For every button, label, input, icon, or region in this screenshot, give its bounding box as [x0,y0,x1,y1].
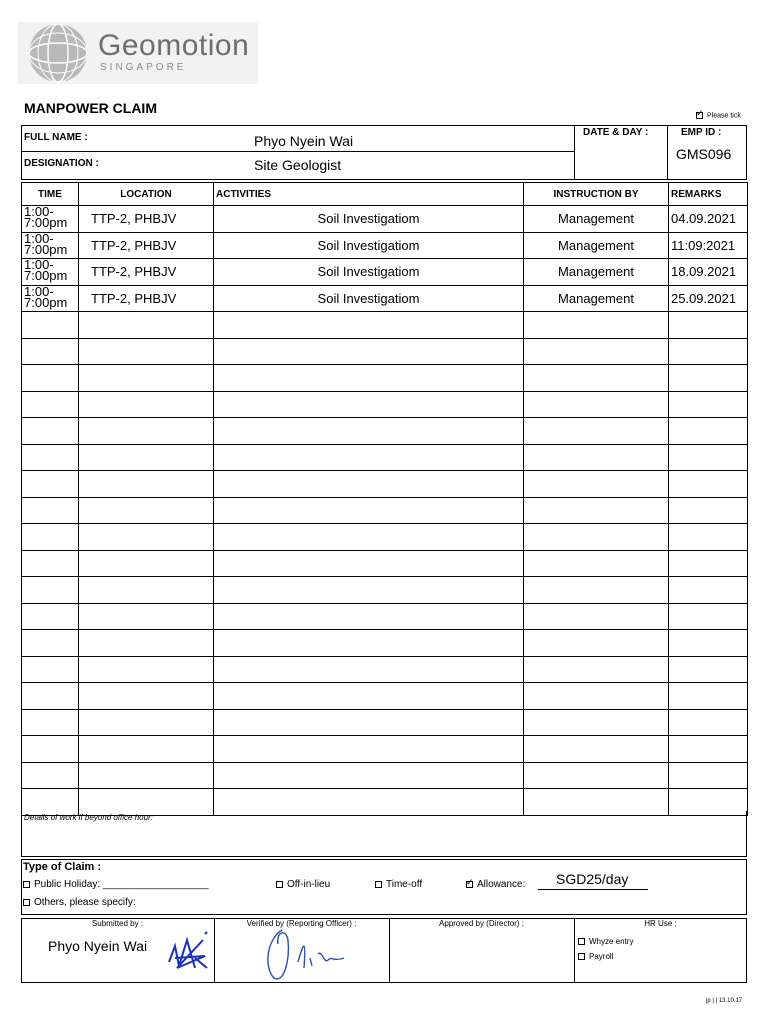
cell-remarks[interactable] [669,391,748,418]
officer-signature-icon [262,920,352,982]
submitter-signature-icon [165,928,215,974]
cell-instruction[interactable] [524,418,669,445]
cell-activity[interactable] [214,312,524,339]
cell-remarks[interactable] [669,418,748,445]
public-holiday-option[interactable]: Public Holiday: ___________________ [23,879,209,890]
cell-remarks[interactable] [669,550,748,577]
table-row [22,365,748,392]
cell-location[interactable] [79,418,214,445]
cell-instruction[interactable]: Management [524,232,669,259]
emp-id-value[interactable]: GMS096 [676,146,732,162]
designation-label: DESIGNATION : [24,158,99,169]
cell-activity[interactable] [214,471,524,498]
checkbox-icon[interactable] [578,938,585,945]
cell-remarks[interactable] [669,630,748,657]
date-day-label: DATE & DAY : [583,127,649,138]
cell-instruction[interactable] [524,683,669,710]
cell-location[interactable] [79,444,214,471]
table-row [22,312,748,339]
table-row [22,391,748,418]
cell-location[interactable]: TTP-2, PHBJV [79,232,214,259]
cell-remarks[interactable]: 18.09.2021 [669,259,748,286]
cell-remarks[interactable] [669,736,748,763]
cell-instruction[interactable] [524,524,669,551]
cell-time[interactable] [22,736,79,763]
divider [21,151,574,152]
cell-activity[interactable]: Soil Investigatiom [214,232,524,259]
table-row [22,630,748,657]
checked-checkbox-icon[interactable] [466,881,473,888]
cell-activity[interactable]: Soil Investigatiom [214,259,524,286]
cell-instruction[interactable] [524,391,669,418]
claim-table [21,182,748,816]
cell-time[interactable]: 1:00- 7:00pm [22,206,79,233]
cell-activity[interactable] [214,365,524,392]
cell-time[interactable] [22,550,79,577]
cell-time[interactable]: 1:00- 7:00pm [22,259,79,286]
cell-time[interactable] [22,418,79,445]
table-row [22,603,748,630]
cell-location[interactable] [79,365,214,392]
cell-activity[interactable] [214,736,524,763]
cell-activity[interactable] [214,656,524,683]
footer-code: jp | | 13.10.17 [706,998,743,1004]
allowance-option[interactable]: ✓ Allowance: [466,879,525,890]
cell-location[interactable]: TTP-2, PHBJV [79,206,214,233]
table-row [22,259,748,286]
cell-activity[interactable] [214,709,524,736]
cell-activity[interactable] [214,444,524,471]
form-title: MANPOWER CLAIM [24,100,157,116]
cell-time[interactable] [22,656,79,683]
cell-remarks[interactable] [669,603,748,630]
cell-location[interactable] [79,497,214,524]
details-box[interactable] [21,811,747,857]
cell-instruction[interactable] [524,338,669,365]
cell-activity[interactable] [214,524,524,551]
cell-time[interactable]: 1:00- 7:00pm [22,285,79,312]
checkbox-icon[interactable] [276,881,283,888]
cell-location[interactable] [79,762,214,789]
cell-instruction[interactable] [524,709,669,736]
cell-time[interactable] [22,683,79,710]
table-row [22,656,748,683]
divider [574,125,575,180]
cell-activity[interactable] [214,603,524,630]
allowance-underline [538,889,648,890]
cell-instruction[interactable] [524,736,669,763]
allowance-value[interactable]: SGD25/day [556,871,629,887]
cell-time[interactable] [22,577,79,604]
table-row [22,762,748,789]
cell-location[interactable] [79,312,214,339]
submitted-name: Phyo Nyein Wai [48,938,148,954]
cell-activity[interactable] [214,630,524,657]
cell-activity[interactable] [214,683,524,710]
claim-type-label: Type of Claim : [23,861,102,873]
cell-remarks[interactable] [669,497,748,524]
off-in-lieu-option[interactable]: Off-in-lieu [276,879,330,890]
cell-instruction[interactable] [524,577,669,604]
column-header-location: LOCATION [79,183,214,206]
cell-time[interactable] [22,391,79,418]
cell-instruction[interactable] [524,762,669,789]
cell-time[interactable] [22,312,79,339]
approved-by-label: Approved by (Director) : [439,919,524,928]
cell-remarks[interactable] [669,577,748,604]
table-row [22,736,748,763]
table-row [22,232,748,259]
cell-time[interactable] [22,630,79,657]
cell-activity[interactable] [214,550,524,577]
payroll-option[interactable]: Payroll [578,952,613,961]
table-row [22,550,748,577]
cell-remarks[interactable] [669,524,748,551]
cell-instruction[interactable] [524,471,669,498]
cell-time[interactable] [22,603,79,630]
checkbox-icon[interactable] [375,881,382,888]
table-row [22,683,748,710]
table-row [22,338,748,365]
time-off-option[interactable]: Time-off [375,879,422,890]
cell-remarks[interactable] [669,338,748,365]
full-name-value[interactable]: Phyo Nyein Wai [254,133,354,149]
cell-remarks[interactable] [669,312,748,339]
cell-instruction[interactable] [524,444,669,471]
cell-time[interactable]: 1:00- 7:00pm [22,232,79,259]
divider [667,125,668,180]
checkbox-icon[interactable] [578,953,585,960]
cell-location[interactable] [79,683,214,710]
column-header-activities: ACTIVITIES [214,183,524,206]
column-header-time: TIME [22,183,79,206]
cell-instruction[interactable] [524,497,669,524]
cell-time[interactable] [22,497,79,524]
cell-remarks[interactable]: 04.09.2021 [669,206,748,233]
cell-remarks[interactable] [669,762,748,789]
checkbox-icon[interactable] [23,899,30,906]
cell-activity[interactable] [214,418,524,445]
emp-id-label: EMP ID : [681,127,722,138]
table-row [22,285,748,312]
cell-location[interactable] [79,630,214,657]
cell-instruction[interactable]: Management [524,206,669,233]
cell-location[interactable] [79,524,214,551]
details-label: Details of work if beyond office hour: [24,813,153,822]
cell-instruction[interactable] [524,312,669,339]
cell-location[interactable] [79,471,214,498]
table-row [22,497,748,524]
table-row [22,709,748,736]
cell-remarks[interactable] [669,444,748,471]
cell-activity[interactable] [214,338,524,365]
whyze-entry-option[interactable]: Whyze entry [578,937,633,946]
cell-activity[interactable] [214,577,524,604]
cell-time[interactable] [22,709,79,736]
cell-location[interactable] [79,391,214,418]
cell-activity[interactable]: Soil Investigatiom [214,285,524,312]
cell-remarks[interactable]: 25.09.2021 [669,285,748,312]
cell-instruction[interactable]: Management [524,285,669,312]
cell-location[interactable] [79,603,214,630]
tick-icon [696,112,703,119]
cell-location[interactable] [79,577,214,604]
designation-value[interactable]: Site Geologist [254,157,342,173]
cell-time[interactable] [22,444,79,471]
table-row [22,471,748,498]
cell-location[interactable] [79,709,214,736]
table-row [22,206,748,233]
table-row [22,577,748,604]
cell-instruction[interactable]: Management [524,259,669,286]
cell-activity[interactable]: Soil Investigatiom [214,206,524,233]
table-header-row [22,183,748,206]
cell-location[interactable] [79,550,214,577]
checkbox-icon[interactable] [23,881,30,888]
cell-instruction[interactable] [524,630,669,657]
cell-instruction[interactable] [524,656,669,683]
cell-remarks[interactable] [669,709,748,736]
cell-location[interactable] [79,736,214,763]
cell-location[interactable]: TTP-2, PHBJV [79,285,214,312]
cell-activity[interactable] [214,762,524,789]
cell-remarks[interactable] [669,656,748,683]
column-header-remarks: REMARKS [669,183,748,206]
cell-location[interactable]: TTP-2, PHBJV [79,259,214,286]
cell-time[interactable] [22,524,79,551]
cell-time[interactable] [22,365,79,392]
cell-remarks[interactable] [669,365,748,392]
cell-time[interactable] [22,762,79,789]
globe-logo-icon [18,22,96,84]
submitted-by-label: Submitted by : [91,919,144,928]
logo-name: Geomotion [98,29,250,62]
others-option[interactable]: Others, please specify: [23,897,136,908]
cell-location[interactable] [79,656,214,683]
cell-time[interactable] [22,471,79,498]
cell-remarks[interactable] [669,683,748,710]
cell-instruction[interactable] [524,550,669,577]
cell-activity[interactable] [214,497,524,524]
cell-location[interactable] [79,338,214,365]
cell-remarks[interactable] [669,471,748,498]
table-row [22,418,748,445]
verified-by-label: Verified by (Reporting Officer) : [246,919,357,928]
tick-note: ✓ Please tick [696,112,741,119]
table-row [22,524,748,551]
cell-instruction[interactable] [524,603,669,630]
cell-activity[interactable] [214,391,524,418]
logo-subtitle: SINGAPORE [100,62,187,73]
cell-instruction[interactable] [524,365,669,392]
table-row [22,444,748,471]
cell-time[interactable] [22,338,79,365]
full-name-label: FULL NAME : [24,132,88,143]
column-header-instruction: INSTRUCTION BY [524,183,669,206]
cell-remarks[interactable]: 11:09:2021 [669,232,748,259]
hr-use-label: HR Use : [644,919,677,928]
